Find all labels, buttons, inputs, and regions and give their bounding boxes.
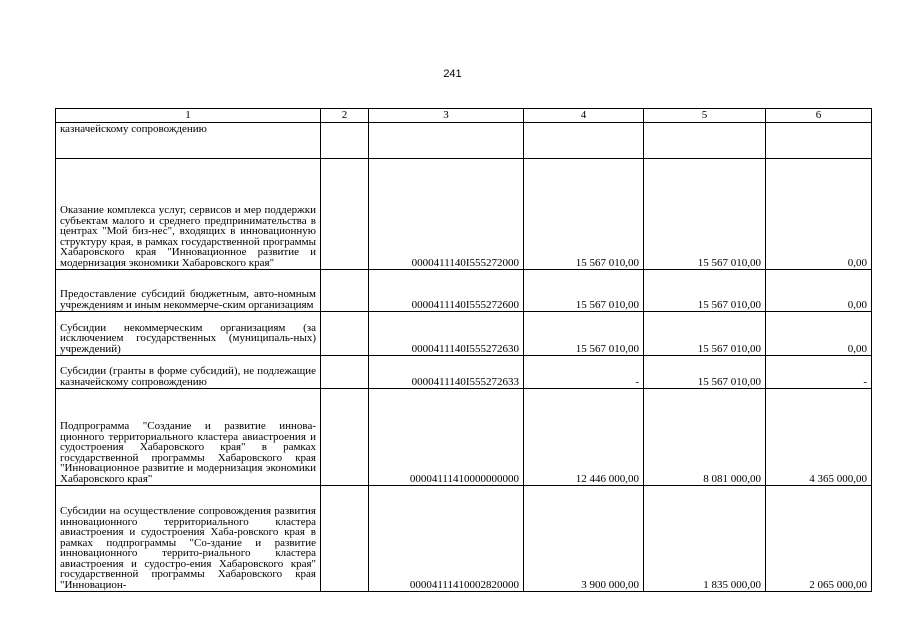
row-code: 0000411140I555272600: [369, 270, 524, 312]
page-number: 241: [443, 68, 462, 80]
table-row: [56, 270, 872, 312]
row-description: Предоставление субсидий бюджетным, авто-номным учреждениям и иным некоммерче-ским организациям: [56, 270, 321, 312]
row-col2: [321, 270, 369, 312]
column-header: 1: [56, 109, 321, 123]
row-value-5: 15 567 010,00: [644, 356, 766, 389]
row-col2: [321, 123, 369, 159]
table-row: [56, 312, 872, 356]
row-code: 00004111410002820000: [369, 486, 524, 592]
row-value-5: 15 567 010,00: [644, 270, 766, 312]
column-header: 3: [369, 109, 524, 123]
row-code: 0000411140I555272000: [369, 159, 524, 270]
row-value-6: 0,00: [766, 270, 872, 312]
column-header: 4: [524, 109, 644, 123]
row-value-6: 4 365 000,00: [766, 389, 872, 486]
row-description: Субсидии некоммерческим организациям (за исключением государственных (муниципаль-ных) учреждений): [56, 312, 321, 356]
row-description: Субсидии (гранты в форме субсидий), не подлежащие казначейскому сопровождению: [56, 356, 321, 389]
row-col2: [321, 159, 369, 270]
table-header-row: [56, 109, 872, 123]
row-col2: [321, 312, 369, 356]
table-row: [56, 159, 872, 270]
row-value-5: 15 567 010,00: [644, 159, 766, 270]
row-code: 0000411140I555272630: [369, 312, 524, 356]
row-value-4: -: [524, 356, 644, 389]
row-value-4: [524, 123, 644, 159]
row-value-6: 0,00: [766, 159, 872, 270]
row-value-5: 1 835 000,00: [644, 486, 766, 592]
row-value-4: 15 567 010,00: [524, 159, 644, 270]
column-header: 2: [321, 109, 369, 123]
row-value-6: 0,00: [766, 312, 872, 356]
row-description: казначейскому сопровождению: [56, 123, 321, 159]
row-value-4: 3 900 000,00: [524, 486, 644, 592]
row-value-4: 12 446 000,00: [524, 389, 644, 486]
column-header: 6: [766, 109, 872, 123]
row-code: 00004111410000000000: [369, 389, 524, 486]
row-value-4: 15 567 010,00: [524, 312, 644, 356]
row-value-4: 15 567 010,00: [524, 270, 644, 312]
row-description: Оказание комплекса услуг, сервисов и мер поддержки субъектам малого и среднего предпринимательства в центрах "Мой биз-нес", входящих в инновационную структуру края, в рамках государственной программы Хабаровского края "Инновационное развитие и модернизация экономики Хабаровского края": [56, 159, 321, 270]
row-value-5: 8 081 000,00: [644, 389, 766, 486]
row-value-5: 15 567 010,00: [644, 312, 766, 356]
row-col2: [321, 356, 369, 389]
table-row: [56, 356, 872, 389]
row-code: [369, 123, 524, 159]
table-row: [56, 123, 872, 159]
row-col2: [321, 486, 369, 592]
row-description: Подпрограмма "Создание и развитие иннова-ционного территориального кластера авиастроения и судостроения Хабаровского края" в рамках государственной программы Хабаровского края "Инновационное развитие и модернизация экономики Хабаровского края": [56, 389, 321, 486]
table-row: [56, 389, 872, 486]
row-description: Субсидии на осуществление сопровождения развития инновационного территориального кластера авиастроения и судостроения Хаба-ровского края в рамках подпрограммы "Со-здание и развитие инновационного террито-риального кластера авиастроения и судостро-ения Хабаровского края" государственной программы Хабаровского края "Инновацион-: [56, 486, 321, 592]
table-row: [56, 486, 872, 592]
row-col2: [321, 389, 369, 486]
row-value-5: [644, 123, 766, 159]
budget-table: [55, 108, 872, 592]
row-value-6: [766, 123, 872, 159]
row-code: 0000411140I555272633: [369, 356, 524, 389]
column-header: 5: [644, 109, 766, 123]
row-value-6: -: [766, 356, 872, 389]
row-value-6: 2 065 000,00: [766, 486, 872, 592]
